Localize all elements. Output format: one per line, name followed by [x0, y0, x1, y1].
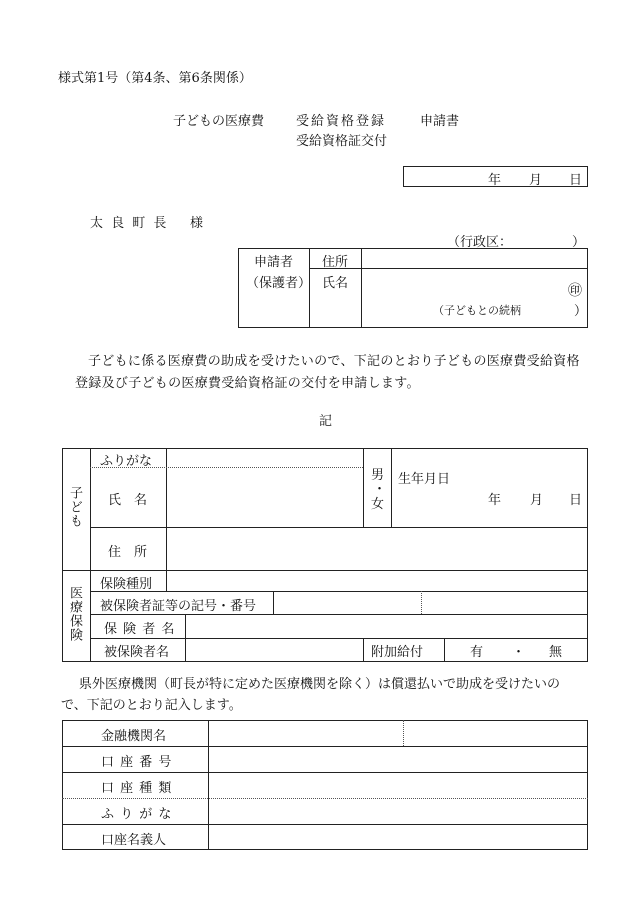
title-option-registration: 受給資格登録 — [296, 114, 387, 129]
title-suffix: 申請書 — [420, 114, 460, 129]
title-option-certificate: 受給資格証交付 — [296, 134, 388, 149]
birth-year: 年 — [488, 493, 502, 508]
insurance-type-label: 保険種別 — [100, 577, 153, 592]
date-day: 日 — [569, 173, 583, 188]
additional-no[interactable]: 無 — [549, 645, 563, 660]
relation-label: （子どもとの続柄 — [433, 304, 521, 317]
account-furigana-label: ふ り が な — [101, 807, 173, 822]
additional-dot: ・ — [512, 645, 526, 660]
sex-dot: ・ — [373, 482, 387, 497]
date-month: 月 — [529, 173, 543, 188]
date-year: 年 — [488, 173, 502, 188]
birth-month: 月 — [530, 493, 544, 508]
outside-text-line2: で、下記のとおり記入します。 — [61, 698, 242, 713]
date-box — [403, 166, 588, 187]
relation-close: ） — [574, 304, 588, 319]
applicant-address-label: 住所 — [322, 255, 349, 270]
birth-date-label: 生年月日 — [398, 472, 451, 487]
title-prefix: 子どもの医療費 — [173, 114, 265, 129]
section-child-label: 子ども — [67, 486, 82, 528]
ki-heading: 記 — [319, 414, 333, 429]
section-insurance-label: 医療保険 — [67, 586, 82, 642]
sex-male: 男 — [371, 468, 385, 483]
insurer-name-label: 保 険 者 名 — [104, 622, 176, 637]
district-label: （行政区： — [447, 235, 513, 250]
account-holder-label: 口座名義人 — [101, 833, 167, 848]
bank-name-label: 金融機関名 — [101, 729, 167, 744]
child-name-label: 氏 名 — [108, 493, 148, 508]
body-text-line1: 子どもに係る医療費の助成を受けたいので、下記のとおり子どもの医療費受給資格 — [88, 354, 580, 369]
addressee-name: 太 良 町 長 — [90, 216, 169, 231]
child-address-label: 住 所 — [108, 545, 148, 560]
applicant-name-label: 氏名 — [322, 276, 349, 291]
account-number-label: 口 座 番 号 — [101, 755, 173, 770]
insured-number-label: 被保険者証等の記号・番号 — [100, 599, 257, 614]
applicant-label-guardian: （保護者） — [246, 276, 312, 291]
account-type-label: 口 座 種 類 — [101, 781, 173, 796]
addressee-honorific: 様 — [190, 216, 204, 231]
seal-mark: ㊞ — [568, 283, 582, 299]
birth-day: 日 — [569, 493, 583, 508]
form-number: 様式第1号（第4条、第6条関係） — [58, 71, 252, 86]
body-text-line2: 登録及び子どもの医療費受給資格証の交付を申請します。 — [75, 376, 420, 391]
sex-female: 女 — [371, 497, 385, 512]
additional-yes[interactable]: 有 — [470, 645, 484, 660]
applicant-label: 申請者 — [254, 255, 294, 270]
insured-name-label: 被保険者名 — [104, 645, 170, 660]
outside-text-line1: 県外医療機関（町長が特に定めた医療機関を除く）は償還払いで助成を受けたいの — [79, 677, 561, 692]
child-furigana-label: ふりがな — [100, 454, 153, 469]
additional-benefit-label: 附加給付 — [371, 645, 424, 660]
district-close: ） — [572, 235, 586, 250]
